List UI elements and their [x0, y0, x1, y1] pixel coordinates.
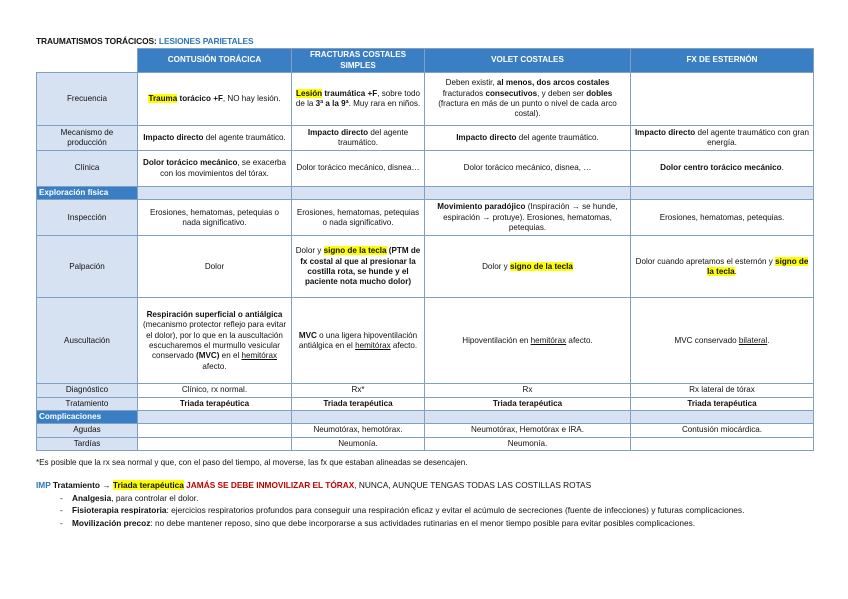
cell-text: , se exacerba con los movimientos del tórax. — [160, 158, 287, 178]
cell-text: . Muy rara en niños. — [348, 99, 421, 108]
cell-text: , NO hay lesión. — [222, 93, 281, 103]
cell-tratamiento-fracturas: Triada terapéutica — [292, 397, 425, 410]
table-row — [37, 73, 814, 126]
cell-text: del agente traumático. — [516, 132, 599, 142]
cell-palpacion-volet — [425, 236, 631, 298]
title-accent: LESIONES PARIETALES — [158, 36, 254, 46]
empty-cell — [138, 187, 292, 200]
empty-cell — [631, 411, 814, 424]
cell-text: Dolor y — [482, 261, 510, 271]
cell-text: del agente traumático con gran energía. — [695, 127, 810, 147]
cell-tardias-fracturas: Neumonía. — [292, 437, 425, 450]
section-row-exploracion — [37, 187, 814, 200]
cell-diagnostico-esternon: Rx lateral de tórax — [631, 384, 814, 397]
table-row — [37, 236, 814, 298]
bold-text: 3ª a la 9ª — [315, 99, 349, 108]
list-item-text: : ejercicios respiratorios profundos para conseguir una respiración eficaz y evitar el acúmulo de secreciones (fuente de infecciones) y futuras complicaciones. — [166, 505, 745, 516]
cell-tardias-esternon — [631, 437, 814, 450]
cell-text: (mecanismo protector reflejo para evitar el dolor), por lo que en la auscultación escucharemos el murmullo vesicular conservado — [142, 320, 287, 361]
cell-text: afecto. — [390, 340, 418, 350]
cell-text: afecto. — [566, 335, 593, 345]
bold-text: MVC — [298, 330, 317, 340]
list-item-text: , para controlar el dolor. — [111, 492, 199, 503]
section-label-exploracion: Exploración física — [37, 187, 138, 200]
bold-text: Movilización precoz — [72, 517, 151, 528]
table-row — [37, 397, 814, 410]
cell-frecuencia-esternon — [631, 73, 814, 126]
cell-text: (Inspiración → se hunde, espiración → protuye). Erosiones, hematomas, petequias. — [443, 202, 618, 233]
cell-text: Dolor cuando apretamos el esternón y — [635, 256, 776, 266]
cell-agudas-fracturas: Neumotórax, hemotórax. — [292, 424, 425, 437]
list-item — [60, 505, 816, 517]
bold-text: al menos, dos arcos costales — [496, 78, 610, 88]
bold-text: Impacto directo — [143, 132, 204, 142]
cell-text: (fractura en más de un punto o nivel de cada arco costal). — [438, 99, 617, 119]
cell-auscultacion-fracturas — [292, 298, 425, 384]
row-label-diagnostico: Diagnóstico — [37, 384, 138, 397]
document-title — [36, 36, 254, 46]
header-blank-cell — [37, 49, 138, 73]
cell-agudas-contusion — [138, 424, 292, 437]
imp-tag: IMP — [36, 480, 51, 490]
cell-text: en el — [219, 351, 242, 361]
bold-text: Analgesia — [72, 492, 112, 503]
bold-text: Movimiento paradójico — [437, 202, 526, 212]
cell-clinica-contusion — [138, 151, 292, 187]
highlight-text: signo de la tecla — [323, 246, 387, 256]
table-header-row — [37, 49, 814, 73]
bullet-dash: - — [60, 492, 63, 503]
treatment-heading — [36, 480, 816, 492]
highlight-text: signo de la tecla — [707, 256, 809, 276]
treatment-note — [36, 480, 816, 530]
cell-text: MVC conservado — [674, 335, 739, 345]
cell-mecanismo-contusion — [138, 126, 292, 151]
table-row — [37, 126, 814, 151]
cell-agudas-volet: Neumotórax, Hemotórax e IRA. — [425, 424, 631, 437]
section-label-complicaciones: Complicaciones — [37, 411, 138, 424]
header-contusion: CONTUSIÓN TORÁCICA — [138, 49, 292, 73]
highlight-text: Trauma — [148, 93, 178, 103]
highlight-text: signo de la tecla — [509, 261, 573, 271]
table-row — [37, 298, 814, 384]
cell-text: del agente traumático. — [203, 132, 286, 142]
bold-text: Impacto directo — [307, 127, 369, 137]
bold-text: Respiración superficial o antiálgica — [146, 309, 283, 319]
cell-palpacion-contusion: Dolor — [138, 236, 292, 298]
cell-text: Dolor y — [295, 246, 324, 256]
row-label-frecuencia: Frecuencia — [37, 73, 138, 126]
row-label-tardias: Tardías — [37, 437, 138, 450]
bullet-dash: - — [60, 505, 63, 516]
list-item-text: : no debe mantener reposo, sino que debe incorporarse a sus actividades rutinarias en el menor tiempo posible para evitar posibles complicaciones. — [150, 517, 696, 528]
lesions-table — [36, 48, 814, 451]
table-row — [37, 151, 814, 187]
cell-text: . — [734, 266, 737, 276]
bold-text: Dolor torácico mecánico — [142, 158, 238, 168]
cell-inspeccion-contusion: Erosiones, hematomas, petequias o nada significativo. — [138, 200, 292, 236]
row-label-mecanismo: Mecanismo de producción — [37, 126, 138, 151]
footnote: *Es posible que la rx sea normal y que, con el paso del tiempo, al moverse, las fx que estaban alineadas se desencajen. — [36, 458, 468, 467]
cell-tratamiento-volet: Triada terapéutica — [425, 397, 631, 410]
cell-text: Hipoventilación en — [462, 335, 531, 345]
row-label-auscultacion: Auscultación — [37, 298, 138, 384]
bold-text: consecutivos — [485, 88, 538, 98]
empty-cell — [292, 411, 425, 424]
cell-text: , y deben ser — [537, 88, 587, 98]
bold-text: (PTM de fx costal al que al presionar la costilla rota, se hunde y el paciente nota mucho dolor) — [300, 246, 421, 287]
bold-text: (MVC) — [196, 351, 220, 361]
highlight-text: Lesión — [296, 88, 323, 98]
cell-frecuencia-contusion — [138, 73, 292, 126]
empty-cell — [631, 187, 814, 200]
cell-text: fracturados — [442, 88, 486, 98]
underlined-text: hemitórax — [355, 340, 391, 350]
table-row — [37, 424, 814, 437]
cell-inspeccion-volet — [425, 200, 631, 236]
treatment-label: Tratamiento → — [50, 480, 113, 490]
cell-mecanismo-fracturas — [292, 126, 425, 151]
row-label-agudas: Agudas — [37, 424, 138, 437]
cell-auscultacion-contusion — [138, 298, 292, 384]
cell-diagnostico-volet: Rx — [425, 384, 631, 397]
cell-text: , sobre todo de la — [295, 88, 420, 108]
cell-text: del agente traumático. — [337, 127, 409, 147]
row-label-inspeccion: Inspección — [37, 200, 138, 236]
table-row — [37, 384, 814, 397]
cell-text: o una ligera hipoventilación antiálgica en el — [298, 330, 418, 350]
bold-text: Impacto directo — [456, 132, 517, 142]
cell-auscultacion-esternon — [631, 298, 814, 384]
cell-palpacion-esternon — [631, 236, 814, 298]
warning-suffix: , NUNCA, AUNQUE TENGAS TODAS LAS COSTILLAS ROTAS — [354, 480, 592, 490]
cell-tratamiento-contusion: Triada terapéutica — [138, 397, 292, 410]
cell-frecuencia-fracturas — [292, 73, 425, 126]
underlined-text: hemitórax — [530, 335, 567, 345]
bold-text: torácico +F — [177, 93, 223, 103]
cell-frecuencia-volet — [425, 73, 631, 126]
cell-mecanismo-volet — [425, 126, 631, 151]
table-row — [37, 200, 814, 236]
cell-palpacion-fracturas — [292, 236, 425, 298]
cell-inspeccion-esternon: Erosiones, hematomas, petequias. — [631, 200, 814, 236]
cell-diagnostico-fracturas: Rx* — [292, 384, 425, 397]
cell-tardias-volet: Neumonía. — [425, 437, 631, 450]
section-row-complicaciones — [37, 411, 814, 424]
bullet-dash: - — [60, 517, 63, 528]
header-esternon: FX DE ESTERNÓN — [631, 49, 814, 73]
row-label-palpacion: Palpación — [37, 236, 138, 298]
cell-clinica-volet: Dolor torácico mecánico, disnea, … — [425, 151, 631, 187]
row-label-clinica: Clínica — [37, 151, 138, 187]
header-volet: VOLET COSTALES — [425, 49, 631, 73]
cell-text: afecto. — [202, 361, 227, 371]
bold-text: dobles — [586, 88, 613, 98]
table-row — [37, 437, 814, 450]
bold-text: Fisioterapia respiratoria — [72, 505, 167, 516]
highlight-text: Triada terapéutica — [112, 480, 184, 490]
bold-text: traumática +F — [322, 88, 378, 98]
list-item — [60, 493, 816, 505]
underlined-text: bilateral — [738, 335, 768, 345]
cell-agudas-esternon: Contusión miocárdica. — [631, 424, 814, 437]
bold-text: Impacto directo — [634, 127, 696, 137]
bold-text: Dolor centro torácico mecánico — [660, 163, 782, 173]
cell-clinica-fracturas: Dolor torácico mecánico, disnea… — [292, 151, 425, 187]
empty-cell — [292, 187, 425, 200]
empty-cell — [425, 187, 631, 200]
underlined-text: hemitórax — [241, 351, 278, 361]
cell-text: . — [767, 335, 770, 345]
cell-diagnostico-contusion: Clínico, rx normal. — [138, 384, 292, 397]
cell-text: Deben existir, — [445, 78, 497, 88]
cell-tratamiento-esternon: Triada terapéutica — [631, 397, 814, 410]
empty-cell — [138, 411, 292, 424]
treatment-list — [36, 493, 816, 530]
cell-text: . — [781, 163, 784, 173]
cell-auscultacion-volet — [425, 298, 631, 384]
cell-tardias-contusion — [138, 437, 292, 450]
cell-mecanismo-esternon — [631, 126, 814, 151]
empty-cell — [425, 411, 631, 424]
cell-inspeccion-fracturas: Erosiones, hematomas, petequias o nada significativo. — [292, 200, 425, 236]
row-label-tratamiento: Tratamiento — [37, 397, 138, 410]
header-fracturas: FRACTURAS COSTALES SIMPLES — [292, 49, 425, 73]
warning-text: JAMÁS SE DEBE INMOVILIZAR EL TÓRAX — [183, 480, 355, 490]
cell-clinica-esternon — [631, 151, 814, 187]
title-prefix: TRAUMATISMOS TORÁCICOS: — [36, 36, 159, 46]
list-item — [60, 518, 816, 530]
